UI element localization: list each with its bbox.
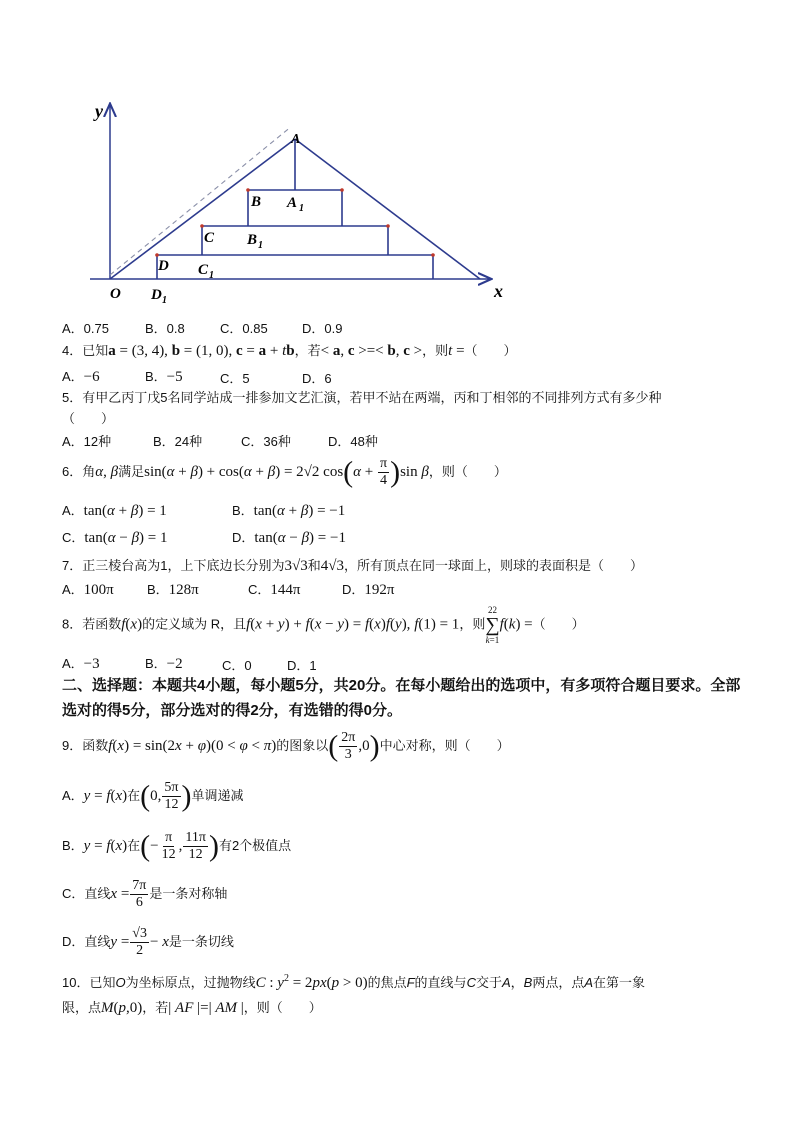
geometry-figure [80,95,520,310]
section-2-heading: 二、选择题：本题共4小题，每小题5分，共20分。在每小题给出的选项中，有多项符合题目要求。全部选对的得5分，部分选对的得2分，有选错的得0分。 [62,677,741,719]
label-D: D [158,258,169,274]
q4-option-c: C．5 [220,371,250,386]
q9-option-d: D．直线y = $\frac{√3}{2}$ − x是一条切线 [62,926,234,959]
q4-option-b: B．−5 [145,369,183,385]
label-y: y [95,101,103,121]
dot-1 [246,188,250,192]
q5-option-c: C．36种 [241,434,291,449]
label-B: B [251,194,262,210]
q5-option-d: D．48种 [328,434,378,449]
label-D1-sub: 1 [162,295,167,306]
question-6: 6．角α, β满足sin(α + β) + cos(α + β) = 2√2 cos(α + $\frac{\pi}{4}$ )sin β，则（ ） [62,455,507,489]
q9-option-c: C．直线x = $\frac{7\pi}{6}$ 是一条对称轴 [62,878,228,911]
dot-5 [155,253,159,257]
q7-option-c: C．144π [248,582,301,598]
q3-option-c: C．0.85 [220,321,268,336]
question-7: 7．正三棱台高为1，上下底边长分别为3√3和4√3，所有顶点在同一球面上，则球的表面积是（ ） [62,558,643,574]
question-10-line-1: 10．已知O为坐标原点，过抛物线C : $y^2 = 2px(p > 0)$的焦点F的直线与C交于A，B两点，点A在第一象 [62,973,646,991]
q4-option-a: A．−6 [62,369,100,385]
label-D1: D [151,287,162,303]
label-A1: A [287,195,298,211]
label-A: A [291,132,301,147]
q6-option-d: D．tan(α − β) = −1 [232,530,346,546]
question-8: 8．若函数f(x)的定义域为 R，且f(x + y) + f(x − y) = f(x)f(y), f(1) = 1，则 22 ∑ k=1 f(k) =（ ） [62,605,585,645]
question-5: 5．有甲乙丙丁戊5名同学站成一排参加文艺汇演，若甲不站在两端，丙和丁相邻的不同排列方式有多少种 [62,390,662,405]
q3-option-a: A．0.75 [62,321,109,336]
q8-option-d: D．1 [287,658,317,673]
q5-option-b: B．24种 [153,434,203,449]
right-slope [295,139,480,279]
q6-option-a: A．tan(α + β) = 1 [62,503,167,519]
label-C1: C [198,262,209,278]
q9-option-b: B．y = f(x)在(− $\frac{\pi}{12}$ , $\frac{11\pi}{12}$ )有2个极值点 [62,829,292,863]
question-9: 9．函数f(x) = sin(2x + φ)(0 < φ < π)的图象以( $\frac{2\pi}{3}$ ,0)中心对称，则（ ） [62,729,510,763]
q8-option-a: A．−3 [62,656,100,672]
q7-option-b: B．128π [147,582,199,598]
label-B1-sub: 1 [258,240,263,251]
dot-4 [386,224,390,228]
label-C1-sub: 1 [209,270,214,281]
dot-2 [340,188,344,192]
question-4: 4．已知a = (3, 4), b = (1, 0), c = a + tb，若< a, c >=< b, c >，则t =（ ） [62,343,517,359]
q7-option-a: A．100π [62,582,114,598]
dashed-OA [105,128,298,275]
left-slope [110,139,298,279]
label-C: C [204,230,215,246]
q6-option-b: B．tan(α + β) = −1 [232,503,346,519]
q7-option-d: D．192π [342,582,395,598]
q3-option-b: B．0.8 [145,321,185,336]
q3-option-d: D．0.9 [302,321,343,336]
label-x: x [494,281,503,301]
q9-option-a: A．y = f(x)在(0, $\frac{5\pi}{12}$ )单调递减 [62,779,244,813]
label-A1-sub: 1 [299,203,304,214]
q5-option-a: A．12种 [62,434,112,449]
question-5-blank: （ ） [62,411,115,426]
q8-option-b: B．−2 [145,656,183,672]
label-O: O [110,286,121,302]
label-B1: B [247,232,258,248]
q6-option-c: C．tan(α − β) = 1 [62,530,168,546]
dot-6 [431,253,435,257]
q4-option-d: D．6 [302,371,332,386]
question-10-line-2: 限，点M(p,0)，若| AF |=| AM |，则（ ） [62,1000,322,1016]
q8-option-c: C．0 [222,658,252,673]
dot-3 [200,224,204,228]
